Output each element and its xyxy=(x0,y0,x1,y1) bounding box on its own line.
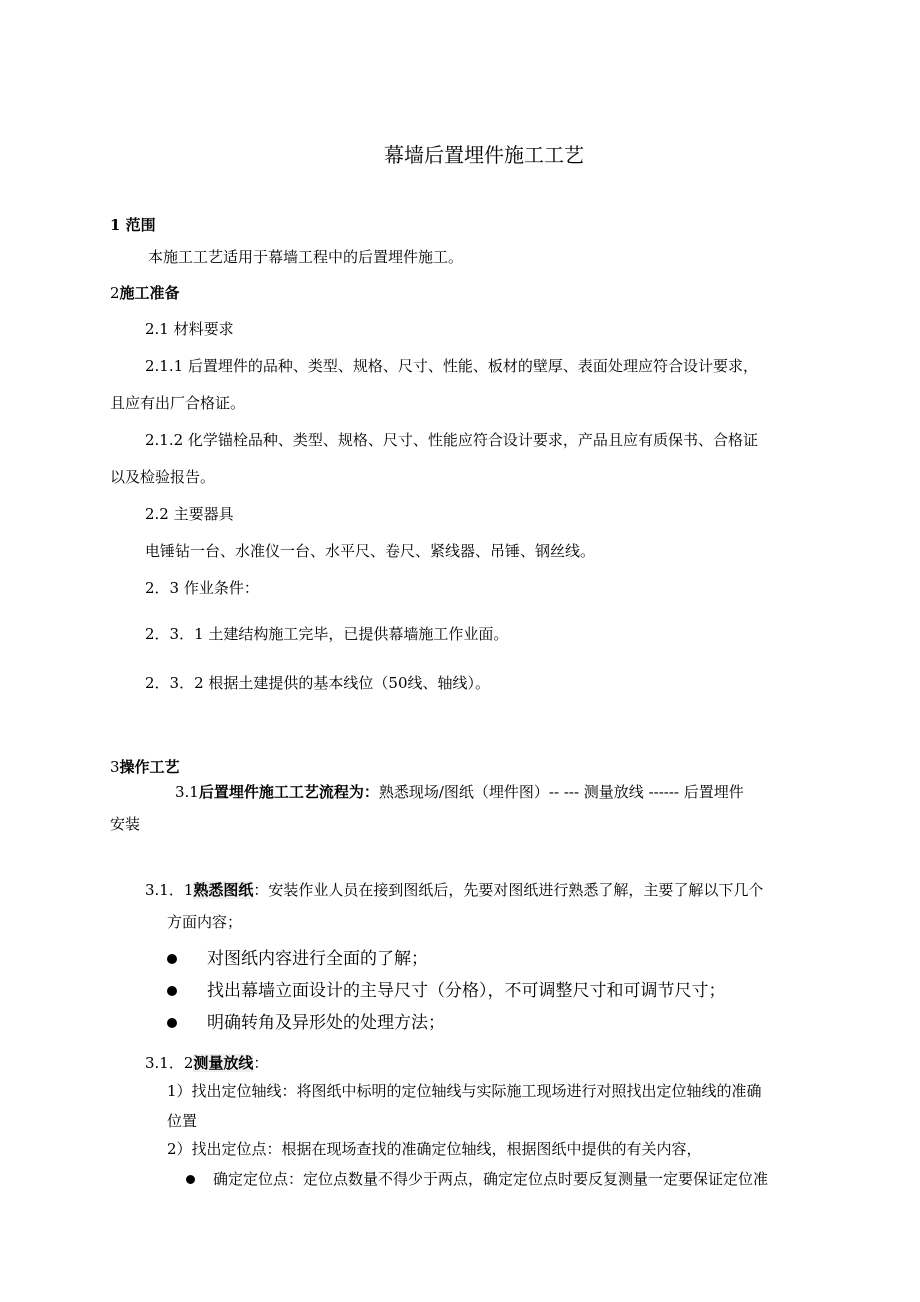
section-2-2-heading: 2.2 主要器具 xyxy=(145,505,234,523)
section-3-1-2-number: 3.1．2 xyxy=(145,1054,194,1072)
bullet-dot-icon xyxy=(167,1018,177,1028)
section-3-1-flow: 熟悉现场/图纸（埋件图）-- --- 测量放线 ------ 后置埋件 xyxy=(378,783,744,801)
section-2-1-2-line-2: 以及检验报告。 xyxy=(110,468,216,486)
section-3-1-2-colon: ： xyxy=(253,1054,269,1072)
section-1-heading: 1 范围 xyxy=(110,216,156,234)
section-3-1-1-text: ：安装作业人员在接到图纸后，先要对图纸进行熟悉了解，主要了解以下几个 xyxy=(253,881,764,899)
bullet-dot-icon xyxy=(167,986,177,996)
section-3-1-2-heading xyxy=(145,1053,268,1073)
section-3-title: 操作工艺 xyxy=(119,758,180,776)
sub-bullet-item: 确定定位点：定位点数量不得少于两点，确定定位点时要反复测量一定要保证定位准 xyxy=(213,1170,769,1188)
section-1-text: 本施工工艺适用于幕墙工程中的后置埋件施工。 xyxy=(148,248,464,266)
item-1-line-2: 位置 xyxy=(167,1112,198,1130)
section-2-title: 施工准备 xyxy=(119,284,180,302)
bullet-item-3: 明确转角及异形处的处理方法； xyxy=(207,1013,445,1033)
section-2-3-heading: 2．3 作业条件： xyxy=(145,579,259,597)
section-2-1-heading: 2.1 材料要求 xyxy=(145,320,234,338)
section-2-2-text: 电锤钻一台、水准仪一台、水平尺、卷尺、紧线器、吊锤、钢丝线。 xyxy=(145,542,596,560)
section-3-1-number: 3.1 xyxy=(175,783,199,801)
section-2-number: 2 xyxy=(110,284,120,302)
section-3-1-line-1 xyxy=(175,782,744,802)
section-3-1-bold-label: 后置埋件施工工艺流程为： xyxy=(198,783,379,801)
section-3-1-1-number: 3.1．1 xyxy=(145,881,194,899)
section-2-3-1-text: 2．3．1 土建结构施工完毕，已提供幕墙施工作业面。 xyxy=(145,625,509,643)
section-2-1-2-line-1: 2.1.2 化学锚栓品种、类型、规格、尺寸、性能应符合设计要求，产品且应有质保书、合格证 xyxy=(145,431,758,449)
item-1-line-1: 1）找出定位轴线：将图纸中标明的定位轴线与实际施工现场进行对照找出定位轴线的准确 xyxy=(167,1082,762,1100)
item-2-text: 2）找出定位点：根据在现场查找的准确定位轴线，根据图纸中提供的有关内容， xyxy=(167,1140,702,1158)
bullet-item-2: 找出幕墙立面设计的主导尺寸（分格），不可调整尺寸和可调节尺寸； xyxy=(207,981,726,1001)
bullet-dot-icon xyxy=(167,954,177,964)
section-3-1-1-bold-label: 熟悉图纸 xyxy=(193,881,254,899)
section-3-1-1-line-1 xyxy=(145,880,763,900)
section-2-1-1-line-1: 2.1.1 后置埋件的品种、类型、规格、尺寸、性能、板材的壁厚、表面处理应符合设计要求， xyxy=(145,357,758,375)
section-2-heading xyxy=(110,283,180,303)
section-3-1-2-bold-label: 测量放线 xyxy=(193,1054,254,1072)
document-title: 幕墙后置埋件施工工艺 xyxy=(384,143,584,167)
section-3-heading xyxy=(110,757,180,777)
section-2-3-2-text: 2．3．2 根据土建提供的基本线位（50线、轴线）。 xyxy=(145,674,490,692)
section-3-1-1-line-2: 方面内容； xyxy=(167,913,243,931)
section-3-number: 3 xyxy=(110,758,120,776)
bullet-item-1: 对图纸内容进行全面的了解； xyxy=(207,949,428,969)
section-3-1-line-2: 安装 xyxy=(110,815,141,833)
section-2-1-1-line-2: 且应有出厂合格证。 xyxy=(110,394,246,412)
bullet-dot-icon xyxy=(186,1175,195,1184)
